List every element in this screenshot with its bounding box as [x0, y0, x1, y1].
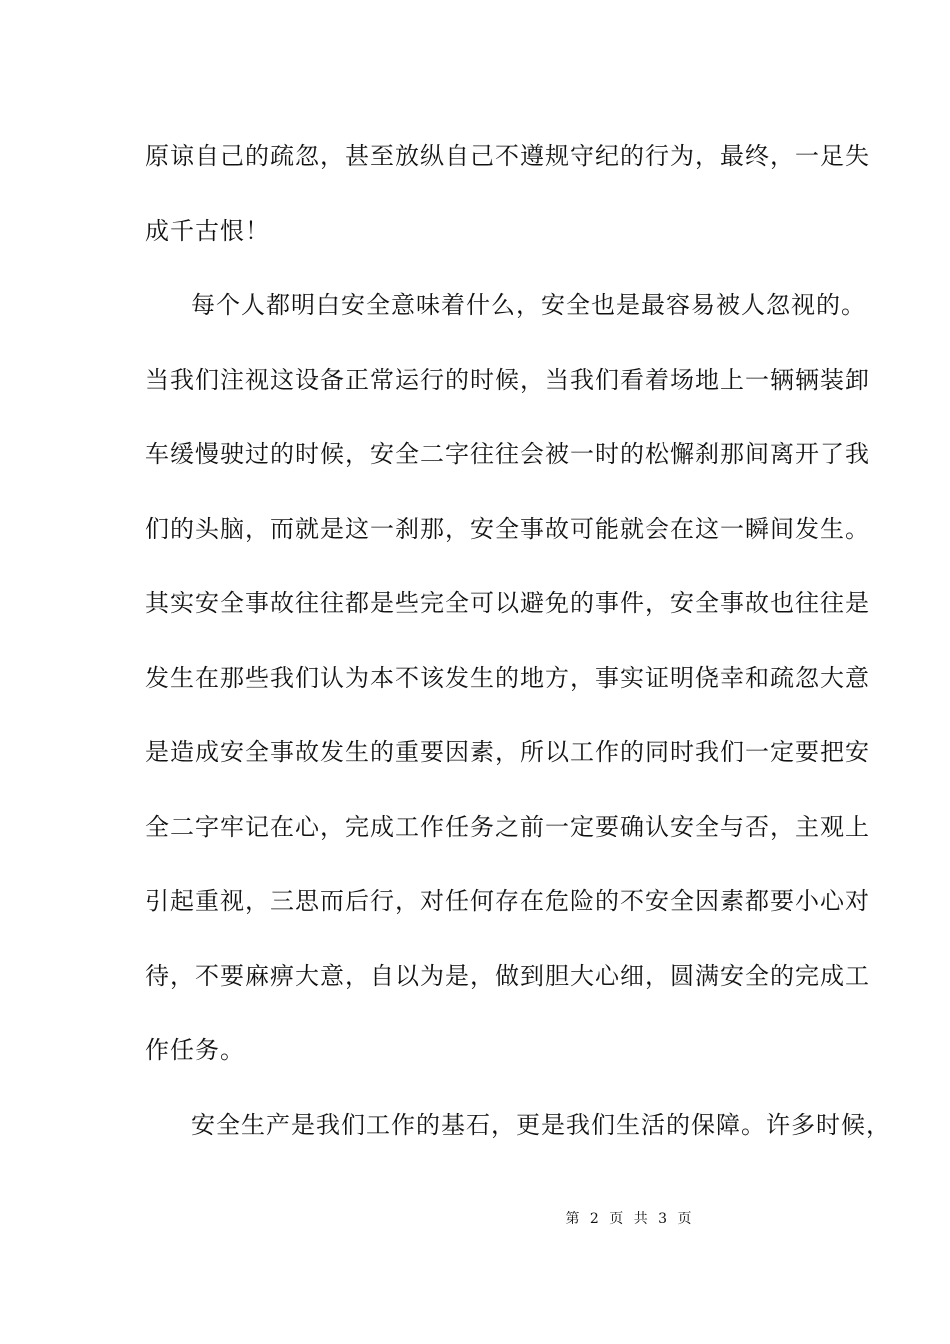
- document-body: [145, 132, 891, 1175]
- paragraph-start-line: 每个人都明白安全意味着什么，安全也是最容易被人忽视的。: [191, 291, 866, 319]
- text-line: 车缓慢驶过的时候，安全二字往往会被一时的松懈刹那间离开了我: [145, 440, 870, 468]
- paragraph-start-line: 安全生产是我们工作的基石，更是我们生活的保障。许多时候，: [191, 1110, 891, 1139]
- text-line: 是造成安全事故发生的重要因素，所以工作的同时我们一定要把安: [145, 738, 870, 766]
- text-line: 当我们注视这设备正常运行的时候，当我们看着场地上一辆辆装卸: [145, 365, 870, 394]
- page-number-footer: 第 2 页 共 3 页: [565, 1211, 695, 1227]
- text-line: 作任务。: [145, 1036, 245, 1064]
- text-line: 其实安全事故往往都是些完全可以避免的事件，安全事故也往往是: [145, 589, 870, 617]
- text-line: 原谅自己的疏忽，甚至放纵自己不遵规守纪的行为，最终，一足失: [145, 142, 870, 170]
- text-line: 引起重视，三思而后行，对任何存在危险的不安全因素都要小心对: [145, 887, 870, 915]
- text-line: 成千古恨！: [145, 216, 270, 245]
- text-line: 全二字牢记在心，完成工作任务之前一定要确认安全与否，主观上: [145, 812, 870, 841]
- text-line: 们的头脑，而就是这一刹那，安全事故可能就会在这一瞬间发生。: [145, 514, 870, 543]
- text-line: 待，不要麻痹大意，自以为是，做到胆大心细，圆满安全的完成工: [145, 961, 870, 990]
- text-line: 发生在那些我们认为本不该发生的地方，事实证明侥幸和疏忽大意: [145, 663, 870, 692]
